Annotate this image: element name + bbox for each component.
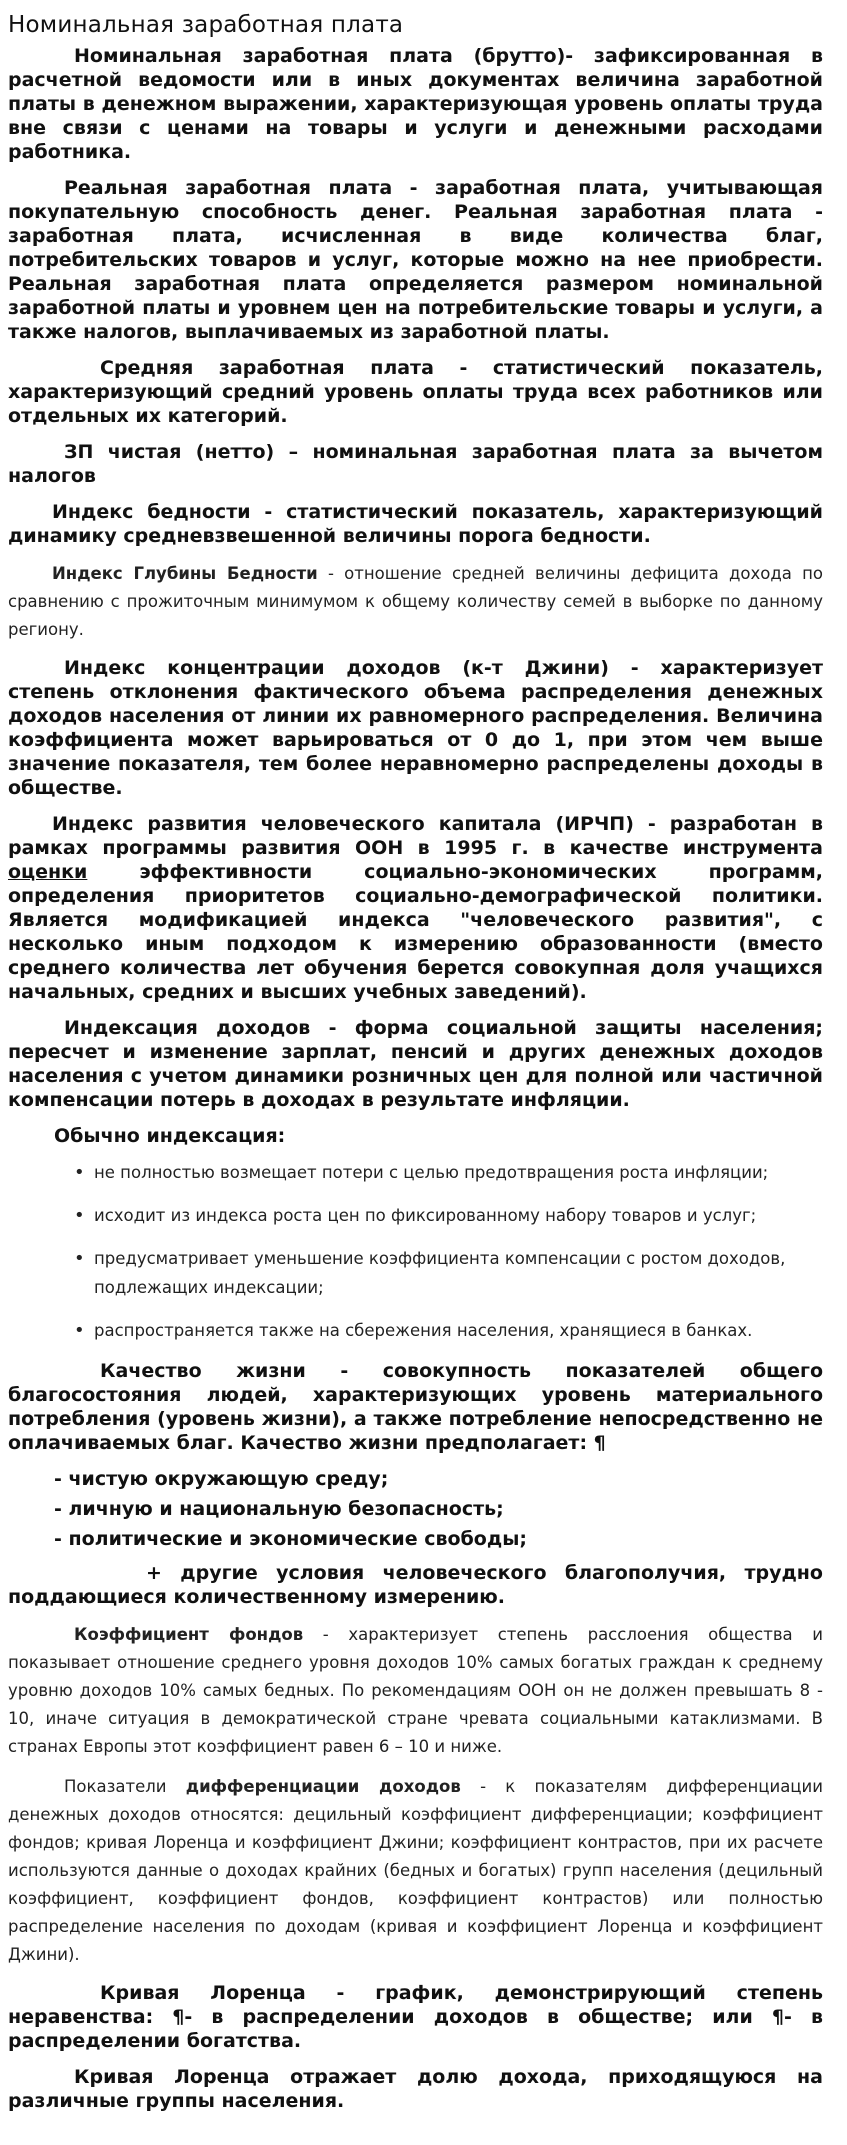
paragraph-indexation: Индексация доходов - форма социальной защиты населения; пересчет и изменение зарплат, пенсий и других денежных доходов населения с учетом динамики розничных цен для полной или частичной компенсации потерь в доходах в результате инфляции. <box>8 1017 823 1111</box>
paragraph-nominal-wage: Номинальная заработная плата (брутто)- зафиксированная в расчетной ведомости или в иных документах величина заработной платы в денежном выражении, характеризующая уровень оплаты труда вне связи с ценами на товары и услуги и денежными расходами работника. <box>8 45 823 163</box>
list-item: • не полностью возмещает потери с целью предотвращения роста инфляции; <box>94 1158 823 1187</box>
paragraph-funds-coefficient <box>8 1621 823 1761</box>
differentiation-text: - к показателям дифференциации денежных доходов относятся: децильный коэффициент дифференциации; коэффициент фондов; кривая Лоренца и коэффициент Джини; коэффициент контрастов, при их расчете используются данные о доходах крайних (бедных и богатых) групп населения (децильный коэффициент, коэффициент фондов, коэффициент контрастов) или полностью распределение населения по доходам (кривая и коэффициент Лоренца и коэффициент Джини). <box>8 1777 823 1964</box>
hdi-text-end: эффективности социально-экономических программ, определения приоритетов социально-демографической политики. Является модификацией индекса "человеческого развития", с несколько иным подходом к измерению образованности (вместо среднего количества лет обучения берется совокупная доля учащихся начальных, средних и высших учебных заведений). <box>8 861 823 1003</box>
paragraph-quality-of-life: Качество жизни - совокупность показателей общего благосостояния людей, характеризующих уровень материального потребления (уровень жизни), а также потребление непосредственно не оплачиваемых благ. Качество жизни предполагает: ¶ <box>8 1360 823 1454</box>
usually-indexation-heading: Обычно индексация: <box>54 1125 286 1147</box>
paragraph-gini-index: Индекс концентрации доходов (к-т Джини) - характеризует степень отклонения фактического объема распределения денежных доходов населения от линии их равномерного распределения. Величина коэффициента может варьироваться от 0 до 1, при этом чем выше значение показателя, тем более неравномерно распределены доходы в обществе. <box>8 657 823 799</box>
paragraph-real-wage: Реальная заработная плата - заработная плата, учитывающая покупательную способность денег. Реальная заработная плата - заработная плата, исчисленная в виде количества благ, потребительских товаров и услуг, которые можно на нее приобрести. Реальная заработная плата определяется размером номинальной заработной платы и уровнем цен на потребительские товары и услуги, а также налогов, выплачиваемых из заработной платы. <box>8 177 823 343</box>
hdi-text-start: Индекс развития человеческого капитала (ИРЧП) - разработан в рамках программы развития ООН в 1995 г. в качестве инструмента <box>8 813 823 859</box>
assessment-link[interactable]: оценки <box>8 861 88 883</box>
paragraph-lorenz-share: Кривая Лоренца отражает долю дохода, приходящуюся на различные группы населения. <box>8 2066 823 2112</box>
paragraph-lorenz-curve: Кривая Лоренца - график, демонстрирующий степень неравенства: ¶- в распределении доходов в обществе; или ¶- в распределении богатства. <box>8 1982 823 2052</box>
differentiation-prefix: Показатели <box>64 1777 186 1796</box>
term-income-differentiation: дифференциации доходов <box>185 1777 461 1796</box>
term-poverty-depth: Индекс Глубины Бедности <box>52 564 318 583</box>
paragraph-other-conditions: + другие условия человеческого благополучия, трудно поддающиеся количественному измерению. <box>8 1562 823 1608</box>
paragraph-income-differentiation <box>8 1773 823 1969</box>
quality-dash-item: - политические и экономические свободы; <box>54 1528 527 1550</box>
term-funds-coefficient: Коэффициент фондов <box>74 1625 304 1644</box>
paragraph-average-wage: Средняя заработная плата - статистический показатель, характеризующий средний уровень оплаты труда всех работников или отдельных их категорий. <box>8 357 823 427</box>
list-item: • распространяется также на сбережения населения, хранящиеся в банках. <box>94 1316 823 1345</box>
page-title: Номинальная заработная плата <box>8 12 404 38</box>
paragraph-net-wage: ЗП чистая (нетто) – номинальная заработная плата за вычетом налогов <box>8 441 823 487</box>
indexation-bullet-list <box>8 1158 823 1345</box>
poverty-depth-text: - отношение средней величины дефицита дохода по сравнению с прожиточным минимумом к общему количеству семей в выборке по данному региону. <box>8 564 824 639</box>
funds-coefficient-text: - характеризует степень расслоения общества и показывает отношение среднего уровня доходов 10% самых богатых граждан к среднему уровню доходов 10% самых бедных. По рекомендациям ООН он не должен превышать 8 - 10, иначе ситуация в демократической стране чревата социальными катаклизмами. В странах Европы этот коэффициент равен 6 – 10 и ниже. <box>8 1625 823 1756</box>
paragraph-poverty-index: Индекс бедности - статистический показатель, характеризующий динамику средневзвешенной величины порога бедности. <box>8 501 823 547</box>
paragraph-poverty-depth <box>8 560 823 644</box>
quality-dash-item: - чистую окружающую среду; <box>54 1468 389 1490</box>
list-item: • исходит из индекса роста цен по фиксированному набору товаров и услуг; <box>94 1201 823 1230</box>
quality-dash-item: - личную и национальную безопасность; <box>54 1498 504 1520</box>
paragraph-hdi <box>8 812 823 1004</box>
list-item: • предусматривает уменьшение коэффициента компенсации с ростом доходов, подлежащих индексации; <box>94 1244 823 1302</box>
